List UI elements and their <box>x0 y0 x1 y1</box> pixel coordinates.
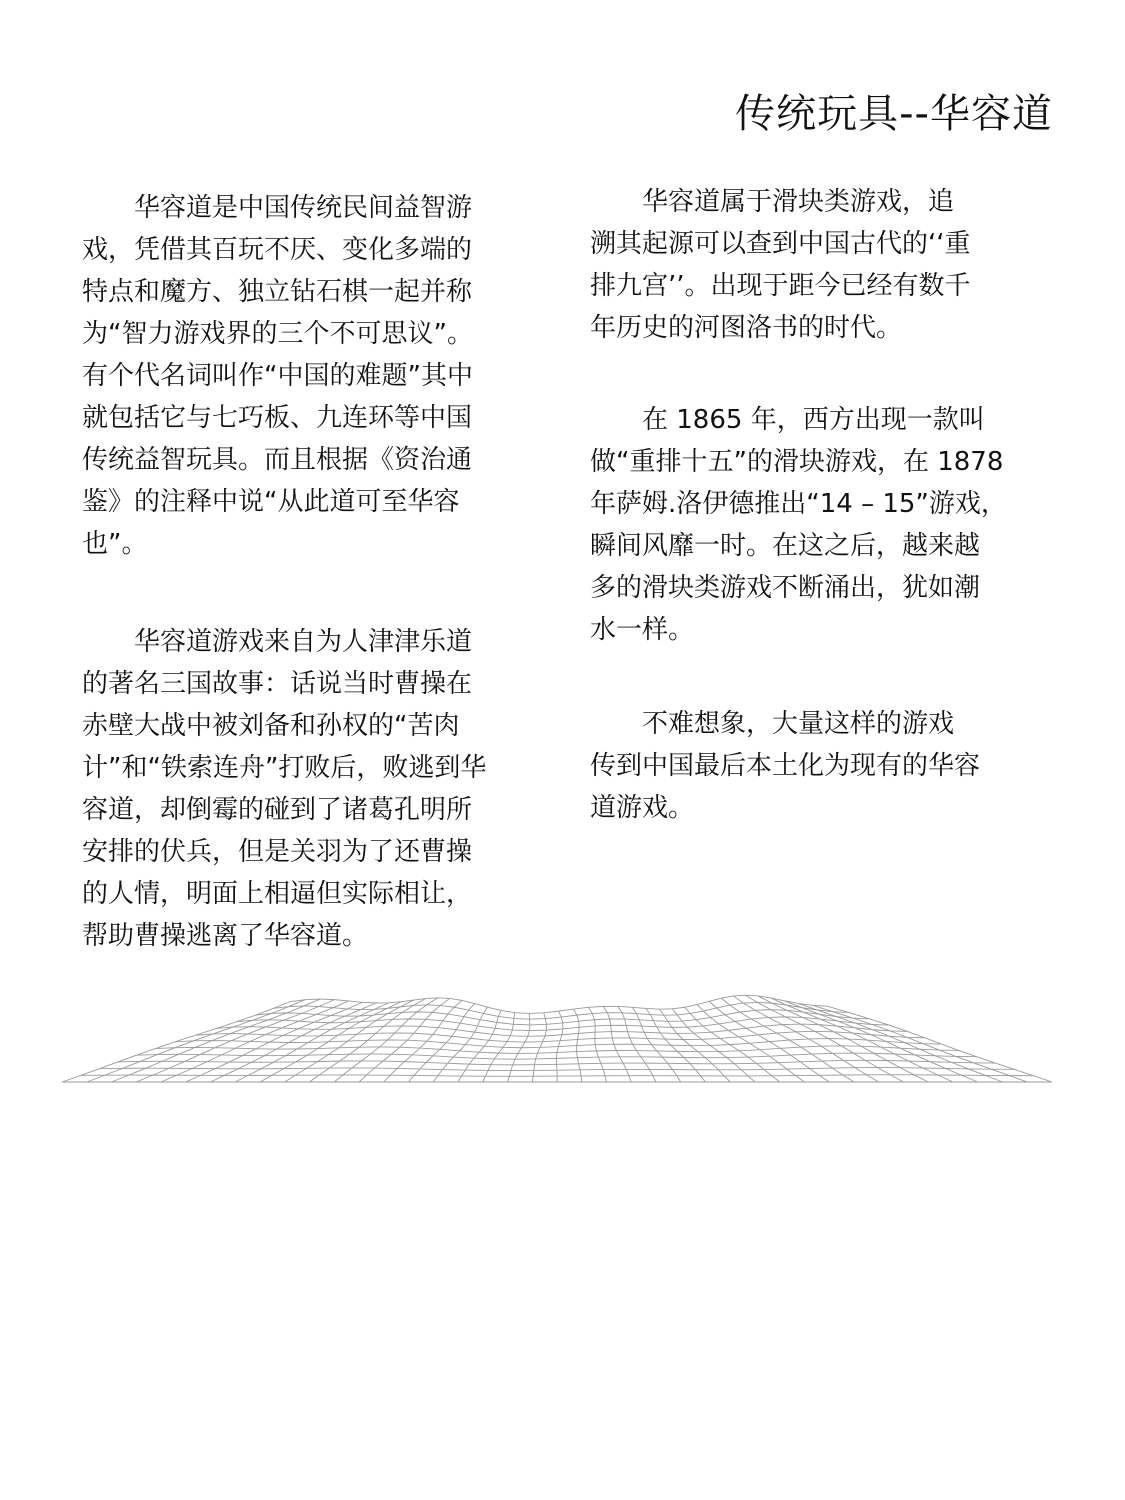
text-line: 水一样。 <box>590 615 695 645</box>
text-line: 特点和魔方、独立钻石棋一起并称 <box>82 277 473 307</box>
text-line: 戏，凭借其百玩不厌、变化多端的 <box>82 235 473 265</box>
text-line: 的著名三国故事：话说当时曹操在 <box>82 669 473 699</box>
text-line: 传统益智玩具。而且根据《资治通 <box>82 445 473 475</box>
text-line: 华容道属于滑块类游戏，追 <box>590 187 955 217</box>
text-line: 年萨姆.洛伊德推出“14 – 15”游戏， <box>590 489 1007 519</box>
text-line: 计”和“铁索连舟”打败后，败逃到华 <box>82 753 487 783</box>
right-paragraph-2 <box>590 399 1007 651</box>
text-line: 多的滑块类游戏不断涌出，犹如潮 <box>590 573 981 603</box>
page-title: 传统玩具--华容道 <box>735 91 1053 137</box>
text-line: 鉴》的注释中说“从此道可至华容 <box>82 487 460 517</box>
text-line: 传到中国最后本土化为现有的华容 <box>590 751 981 781</box>
text-line: 排九宫’’。出现于距今已经有数千 <box>590 271 971 301</box>
left-paragraph-1 <box>82 187 473 565</box>
text-line: 溯其起源可以查到中国古代的‘‘重 <box>590 229 971 259</box>
right-paragraph-3 <box>590 703 980 829</box>
text-line: 年历史的河图洛书的时代。 <box>590 313 903 343</box>
text-line: 就包括它与七巧板、九连环等中国 <box>82 403 473 433</box>
text-line: 为“智力游戏界的三个不可思议”。 <box>82 319 473 349</box>
text-line: 道游戏。 <box>590 793 695 823</box>
text-line: 华容道是中国传统民间益智游 <box>82 193 473 223</box>
text-line: 容道，却倒霉的碰到了诸葛孔明所 <box>82 795 473 825</box>
text-line: 华容道游戏来自为人津津乐道 <box>82 627 473 657</box>
text-line: 安排的伏兵，但是关羽为了还曹操 <box>82 837 473 867</box>
text-line: 帮助曹操逃离了华容道。 <box>82 921 369 951</box>
text-line: 赤壁大战中被刘备和孙权的“苦肉 <box>82 711 460 741</box>
wireframe-grid-decoration <box>0 990 1125 1100</box>
text-line: 在 1865 年，西方出现一款叫 <box>590 405 985 435</box>
text-line: 的人情，明面上相逼但实际相让， <box>82 879 473 909</box>
text-line: 也”。 <box>82 529 148 559</box>
text-line: 有个代名词叫作“中国的难题”其中 <box>82 361 473 391</box>
left-paragraph-2 <box>82 621 486 957</box>
text-line: 瞬间风靡一时。在这之后，越来越 <box>590 531 981 561</box>
right-paragraph-1 <box>590 181 971 349</box>
grid-line <box>433 1007 487 1082</box>
text-line: 不难想象，大量这样的游戏 <box>590 709 955 739</box>
text-line: 做“重排十五”的滑块游戏，在 1878 <box>590 447 1004 477</box>
